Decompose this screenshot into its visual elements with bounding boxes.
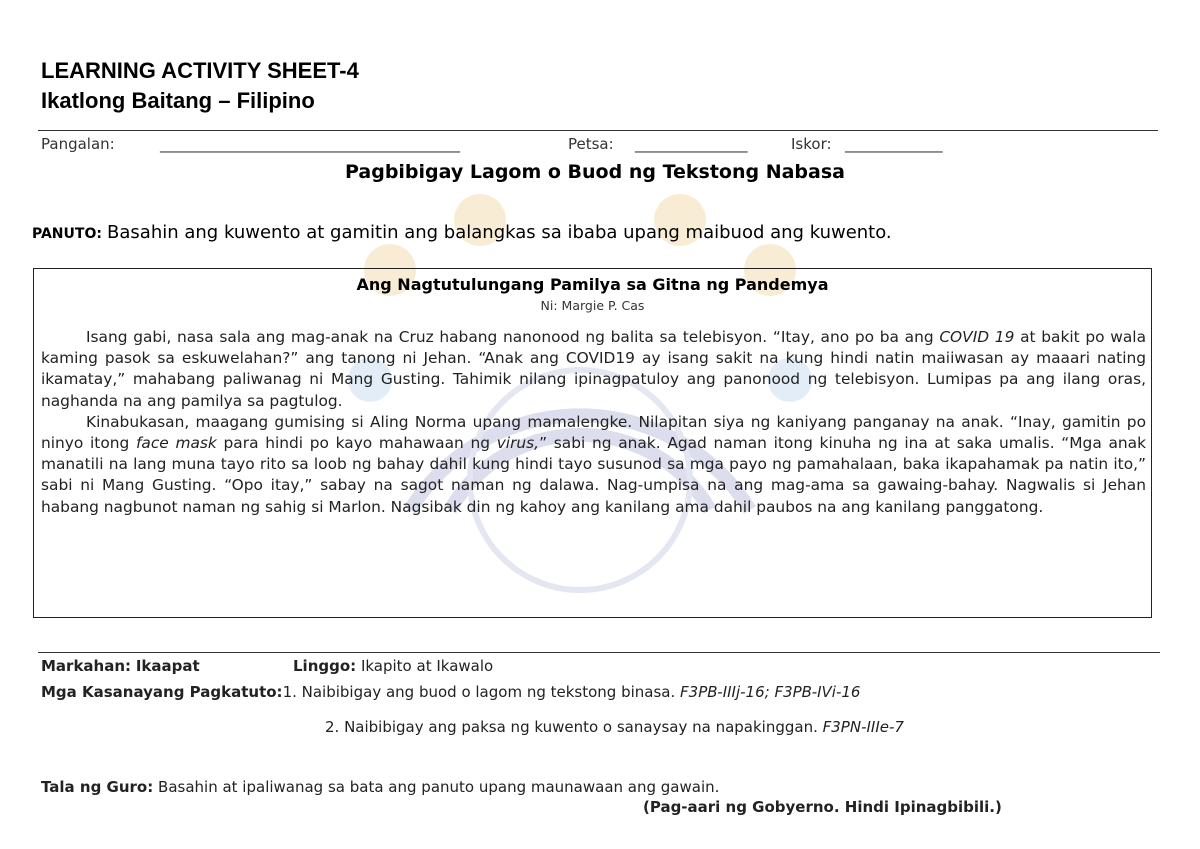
grade-subject: Ikatlong Baitang – Filipino [41,88,315,113]
story-emphasis: COVID 19 [939,328,1015,346]
iskor-field[interactable]: _____________ [845,135,943,153]
tala-label: Tala ng Guro: [41,778,154,796]
story-paragraph-1 [41,327,1146,412]
panuto [32,222,892,243]
panuto-label: PANUTO: [32,226,102,242]
tala-text: Basahin at ipaliwanag sa bata ang panuto upang maunawaan ang gawain. [158,778,720,796]
linggo-value: Ikapito at Ikawalo [360,657,494,675]
pangalan-field[interactable]: ________________________________________ [160,135,460,153]
kasanayan-1-code: F3PB-IIIj-16; F3PB-IVi-16 [680,683,861,701]
story-emphasis: face mask [135,434,217,453]
tala-row [41,778,719,796]
story-author: Ni: Margie P. Cas [540,298,645,313]
sheet-title: LEARNING ACTIVITY SHEET-4 [41,58,359,83]
linggo-row [293,657,493,675]
markahan-value: Ikaapat [135,657,200,675]
kasanayan-1-text: 1. Naibibigay ang buod o lagom ng tekstong binasa. [282,683,681,701]
kasanayan-row-2 [325,718,904,736]
pangalan-label: Pangalan: [41,135,115,153]
kasanayan-row-1 [41,683,860,701]
story-text: ” sabi ng anak. Agad naman itong kinuha ng ina at saka umalis. “Mga anak manatili na lang muna tayo rito sa loob ng bahay dahil kung hindi tayo susunod sa mga payo ng pamahalaan, baka ikapahamak pa natin ito,” sabi ni Mang Gusting. “Opo itay,” sabay na sagot naman ng dalawa. Nag-umpisa na ang mag-ama sa gawaing-bahay. Nagwalis si Jehan habang nagbunot naman ng sahig si Marlon. Nagsibak din ng kahoy ang kanilang ama dahil paubos na ang kanilang panggatong. [41,434,1146,516]
kasanayan-2-code: F3PN-IIIe-7 [822,718,904,736]
story-text: at bakit po wala kaming pasok sa eskuwelahan?” ang tanong ni Jehan. “Anak ang COVID19 ay isang sakit na kung hindi natin maiiwasan ay maaari nating ikamatay,” mahabang paliwanag ni Mang Gusting. Tahimik nilang ipinagpatuloy ang panonood ng telebisyon. Lumipas pa ang ilang oras, naghanda na ang pamilya sa pagtulog. [41,328,1146,410]
story-body [41,327,1146,518]
story-box [33,268,1152,618]
story-title: Ang Nagtutulungang Pamilya sa Gitna ng Pandemya [356,275,829,294]
government-notice: (Pag-aari ng Gobyerno. Hindi Ipinagbibili.) [643,798,1002,816]
lesson-title: Pagbibigay Lagom o Buod ng Tekstong Nabasa [344,161,845,183]
iskor-label: Iskor: [791,135,832,153]
petsa-label: Petsa: [568,135,614,153]
story-emphasis: virus, [496,434,540,453]
story-text: para hindi po kayo mahawaan ng [216,434,497,453]
kasanayan-label: Mga Kasanayang Pagkatuto: [41,683,283,701]
header-divider [38,130,1158,131]
petsa-field[interactable]: _______________ [635,135,748,153]
story-text: Isang gabi, nasa sala ang mag-anak na Cruz habang nanonood ng balita sa telebisyon. “Itay, ano po ba ang [86,328,940,346]
markahan-row [41,657,200,675]
footer-divider [38,652,1160,653]
kasanayan-2-text: 2. Naibibigay ang paksa ng kuwento o sanaysay na napakinggan. [325,718,823,736]
panuto-text: Basahin ang kuwento at gamitin ang balangkas sa ibaba upang maibuod ang kuwento. [107,222,892,243]
story-text: Kinabukasan, maagang gumising si Aling Norma upang mamalengke. Nilapitan siya ng kaniyang panganay na anak. “Inay, gamitin po ninyo itong [41,412,1146,453]
linggo-label: Linggo: [293,657,357,675]
story-paragraph-2 [41,412,1146,518]
markahan-label: Markahan: [41,657,132,675]
